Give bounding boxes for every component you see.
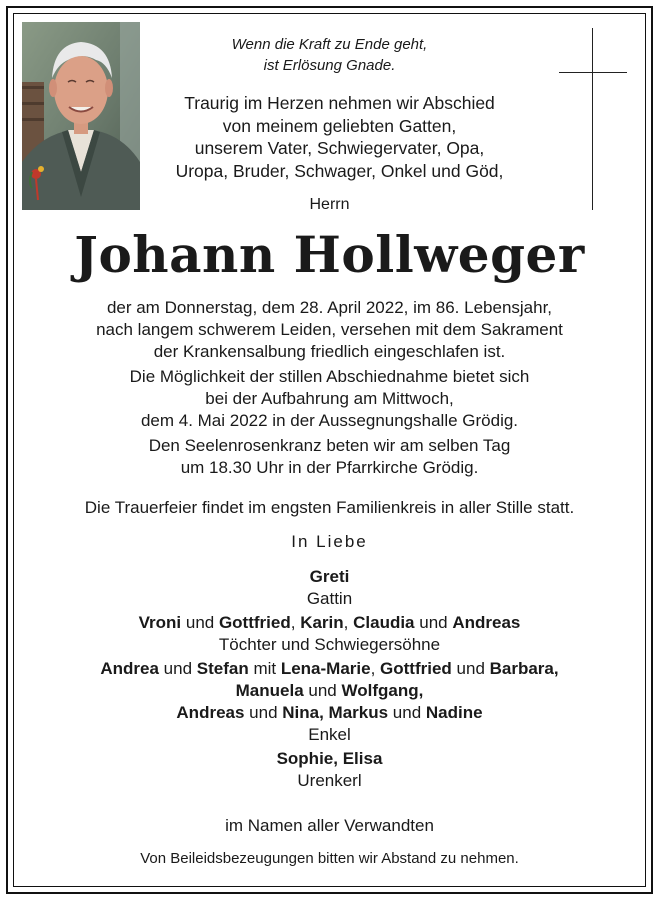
family-children bbox=[0, 612, 659, 656]
family-member-name: Andrea bbox=[100, 659, 159, 678]
intro-line: Uropa, Bruder, Schwager, Onkel und Göd, bbox=[175, 160, 504, 181]
body-line: Den Seelenrosenkranz beten wir am selben Tag bbox=[148, 436, 511, 455]
funeral-note: Die Trauerfeier findet im engsten Familienkreis in aller Stille statt. bbox=[84, 498, 575, 517]
connector-text: , bbox=[553, 659, 559, 678]
family-wife bbox=[0, 566, 659, 610]
family-member-name: Elisa bbox=[342, 749, 383, 768]
family-member-name: Wolfgang bbox=[341, 681, 419, 700]
body-line: nach langem schwerem Leiden, versehen mit dem Sakrament bbox=[96, 320, 563, 339]
connector-text: und bbox=[414, 613, 453, 632]
family-member-name: Nina bbox=[282, 703, 320, 722]
family-role: Töchter und Schwiegersöhne bbox=[218, 635, 441, 654]
family-role: Enkel bbox=[308, 725, 351, 744]
connector-text: und bbox=[244, 703, 283, 722]
family-member-name: Lena-Marie bbox=[280, 659, 371, 678]
connector-text: , bbox=[343, 613, 354, 632]
body-line: bei der Aufbahrung am Mittwoch, bbox=[205, 389, 454, 408]
portrait-photo bbox=[22, 22, 140, 210]
intro-line: Traurig im Herzen nehmen wir Abschied bbox=[184, 93, 495, 113]
cross-vertical-bar bbox=[592, 28, 593, 210]
family-member-name: Vroni bbox=[138, 613, 182, 632]
family-member-name: Andreas bbox=[452, 613, 521, 632]
obituary-body bbox=[0, 297, 659, 479]
motto bbox=[160, 34, 499, 76]
family-member-name: Nadine bbox=[425, 703, 483, 722]
connector-text: und bbox=[158, 659, 197, 678]
family-member-name: Barbara bbox=[489, 659, 554, 678]
body-line: Die Möglichkeit der stillen Abschiednahme bietet sich bbox=[129, 367, 530, 386]
family-member-name: Karin bbox=[300, 613, 344, 632]
family-member-name: Gottfried bbox=[380, 659, 452, 678]
body-line: der am Donnerstag, dem 28. April 2022, im 86. Lebensjahr, bbox=[106, 298, 553, 317]
family-list bbox=[0, 566, 659, 794]
family-member-name: Sophie bbox=[276, 749, 334, 768]
intro-text bbox=[140, 92, 539, 182]
family-member-name: Manuela bbox=[235, 681, 304, 700]
body-line: der Krankensalbung friedlich eingeschlafen ist. bbox=[153, 342, 506, 361]
connector-text: , bbox=[333, 749, 343, 768]
connector-text: und bbox=[303, 681, 342, 700]
family-role: Gattin bbox=[306, 589, 353, 608]
connector-text: , bbox=[418, 681, 424, 700]
family-member-name: Greti bbox=[309, 567, 350, 586]
family-member-name: Gottfried bbox=[218, 613, 291, 632]
family-role: Urenkerl bbox=[297, 771, 362, 790]
deceased-name: Johann Hollweger bbox=[74, 225, 585, 284]
relatives-line: im Namen aller Verwandten bbox=[225, 816, 434, 835]
motto-line: ist Erlösung Gnade. bbox=[263, 57, 396, 74]
connector-text: und bbox=[388, 703, 426, 722]
motto-line: Wenn die Kraft zu Ende geht, bbox=[231, 36, 428, 53]
connector-text: , bbox=[370, 659, 381, 678]
connector-text: , bbox=[319, 703, 329, 722]
family-member-name: Claudia bbox=[353, 613, 415, 632]
family-member-name: Andreas bbox=[176, 703, 245, 722]
family-grandchildren bbox=[0, 658, 659, 746]
body-line: um 18.30 Uhr in der Pfarrkirche Grödig. bbox=[180, 458, 479, 477]
cross-horizontal-bar bbox=[559, 72, 627, 73]
intro-line: von meinem geliebten Gatten, bbox=[222, 115, 457, 136]
connector-text: und bbox=[451, 659, 490, 678]
family-member-name: Markus bbox=[328, 703, 389, 722]
family-member-name: Stefan bbox=[196, 659, 249, 678]
body-line: dem 4. Mai 2022 in der Aussegnungshalle Grödig. bbox=[140, 411, 519, 430]
in-love-heading: In Liebe bbox=[291, 532, 368, 551]
footer-note: Von Beileidsbezeugungen bitten wir Abstand zu nehmen. bbox=[140, 850, 519, 867]
connector-text: und bbox=[181, 613, 219, 632]
family-great-grandchildren bbox=[0, 748, 659, 792]
connector-text: mit bbox=[248, 659, 281, 678]
salutation: Herrn bbox=[309, 196, 350, 213]
latin-cross-icon bbox=[559, 28, 627, 210]
connector-text: , bbox=[290, 613, 301, 632]
intro-line: unserem Vater, Schwiegervater, Opa, bbox=[194, 138, 485, 158]
